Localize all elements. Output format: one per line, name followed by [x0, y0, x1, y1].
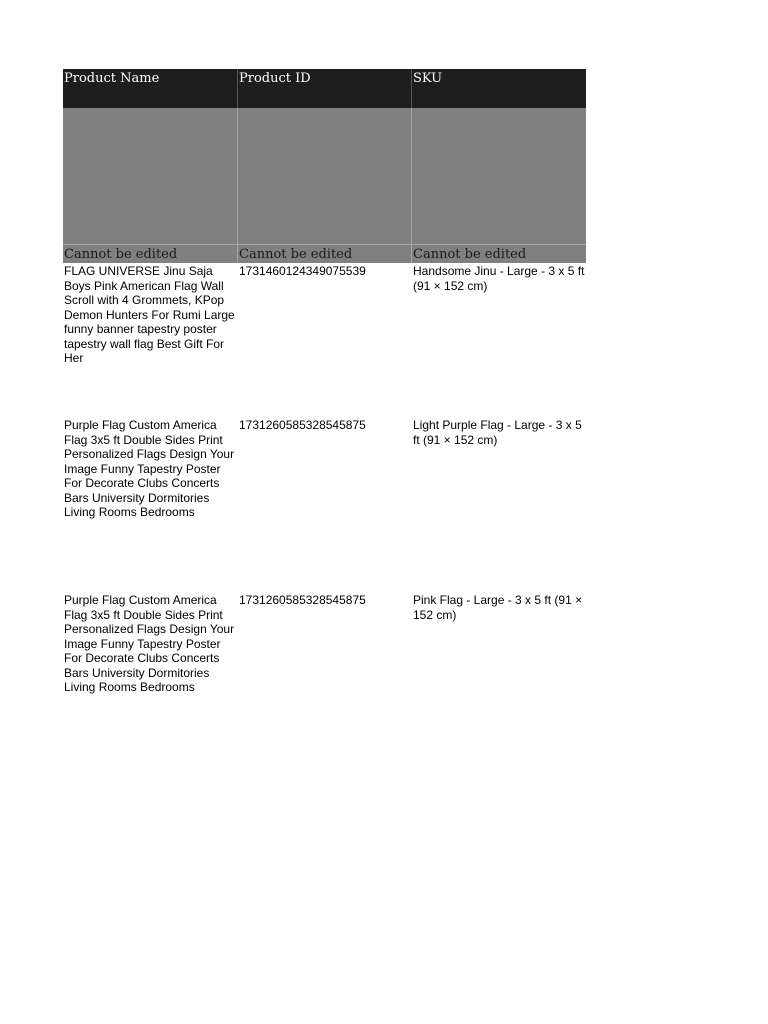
table-row [63, 418, 586, 593]
header-product-name[interactable]: Product Name [63, 69, 238, 108]
product-name-cell[interactable]: Purple Flag Custom America Flag 3x5 ft Double Sides Print Personalized Flags Design Your Image Funny Tapestry Poster For Decorate Clubs Concerts Bars University Dormitories Living Rooms Bedrooms [64, 418, 235, 519]
description-cell[interactable] [63, 108, 238, 244]
note-cell[interactable]: Cannot be edited [412, 244, 586, 263]
sku-cell[interactable]: Light Purple Flag - Large - 3 x 5 ft (91 × 152 cm) [413, 418, 582, 447]
description-cell[interactable] [238, 108, 412, 244]
table-note-row [63, 244, 586, 263]
table-row [63, 593, 586, 753]
product-name-cell[interactable]: Purple Flag Custom America Flag 3x5 ft Double Sides Print Personalized Flags Design Your Image Funny Tapestry Poster For Decorate Clubs Concerts Bars University Dormitories Living Rooms Bedrooms [64, 593, 235, 694]
sku-cell[interactable]: Pink Flag - Large - 3 x 5 ft (91 × 152 cm) [413, 593, 583, 622]
note-cell[interactable]: Cannot be edited [238, 244, 412, 263]
product-id-cell[interactable]: 1731260585328545875 [239, 593, 366, 607]
product-id-cell[interactable]: 1731260585328545875 [239, 418, 366, 432]
product-id-cell[interactable]: 1731460124349075539 [239, 264, 366, 278]
header-sku[interactable]: SKU [412, 69, 586, 108]
product-table [63, 69, 586, 753]
sku-cell[interactable]: Handsome Jinu - Large - 3 x 5 ft (91 × 152 cm) [413, 264, 585, 293]
header-product-id[interactable]: Product ID [238, 69, 412, 108]
description-cell[interactable] [412, 108, 586, 244]
table-description-row [63, 108, 586, 244]
table-header-row [63, 69, 586, 108]
note-cell[interactable]: Cannot be edited [63, 244, 238, 263]
product-name-cell[interactable]: FLAG UNIVERSE Jinu Saja Boys Pink American Flag Wall Scroll with 4 Grommets, KPop Demon Hunters For Rumi Large funny banner tapestry poster tapestry wall flag Best Gift For Her [64, 264, 235, 365]
table-row [63, 263, 586, 418]
